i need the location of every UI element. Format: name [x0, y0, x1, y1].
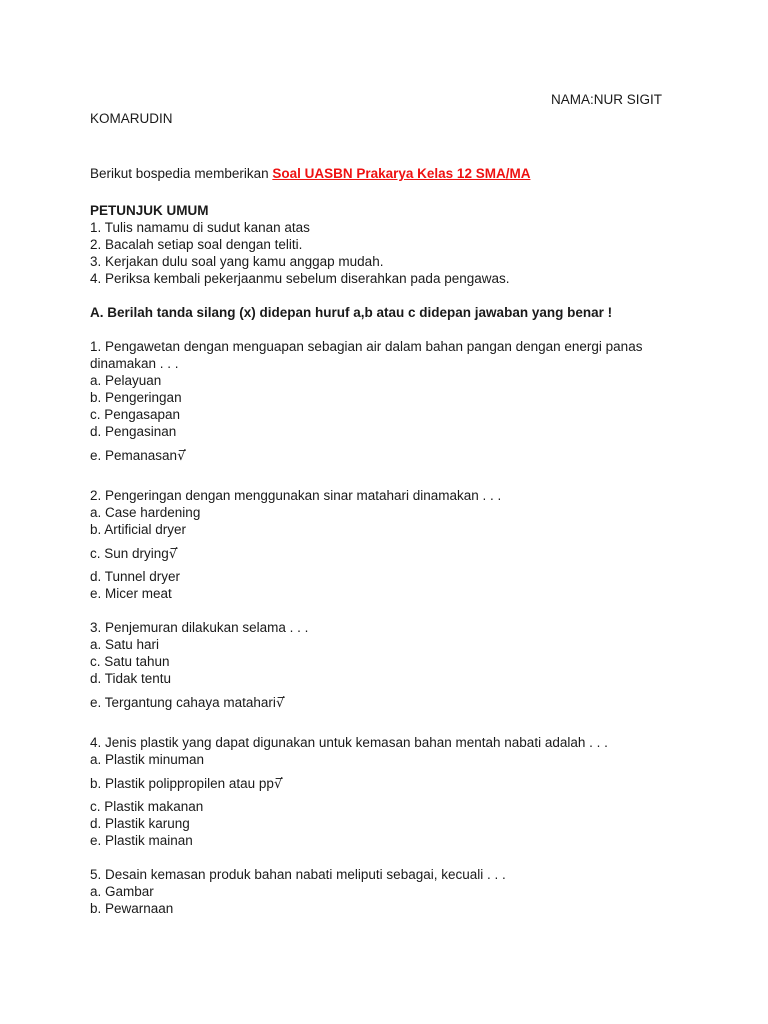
- answer-option[interactable]: [90, 751, 665, 768]
- question-block: [90, 338, 665, 487]
- question-block: [90, 734, 665, 866]
- question-block: [90, 619, 665, 734]
- answer-option-selected[interactable]: [90, 687, 665, 717]
- instruction-item: 1. Tulis namamu di sudut kanan atas: [90, 220, 310, 235]
- answer-option[interactable]: [90, 832, 665, 849]
- answer-option-label: e. Plastik mainan: [90, 833, 193, 848]
- answer-option-label: c. Pengasapan: [90, 407, 181, 422]
- questions-list: [90, 338, 665, 917]
- answer-option-label: d. Tunnel dryer: [90, 569, 181, 584]
- answer-option-label: b. Artificial dryer: [90, 522, 187, 537]
- answer-option[interactable]: [90, 521, 665, 538]
- instruction-item: 3. Kerjakan dulu soal yang kamu anggap mudah.: [90, 254, 384, 269]
- answer-option-label: d. Pengasinan: [90, 424, 177, 439]
- answer-option-selected[interactable]: [90, 538, 665, 568]
- document-body: [90, 165, 665, 917]
- answer-option-label: c. Satu tahun: [90, 654, 170, 669]
- checkmark-icon: √̅: [177, 448, 186, 464]
- student-name: NAMA:NUR SIGIT: [550, 92, 662, 107]
- answer-option-label: a. Case hardening: [90, 505, 201, 520]
- question-block: [90, 866, 665, 917]
- answer-option[interactable]: [90, 372, 665, 389]
- answer-option-label: e. Micer meat: [90, 586, 172, 601]
- answer-option[interactable]: [90, 568, 665, 585]
- answer-option[interactable]: [90, 585, 665, 602]
- instruction-item: 2. Bacalah setiap soal dengan teliti.: [90, 237, 303, 252]
- question-stem: 5. Desain kemasan produk bahan nabati meliputi sebagai, kecuali . . .: [90, 867, 506, 882]
- answer-option-label: d. Plastik karung: [90, 816, 190, 831]
- spacer: [90, 182, 665, 202]
- spacer: [90, 470, 665, 487]
- answer-option[interactable]: [90, 504, 665, 521]
- answer-option[interactable]: [90, 389, 665, 406]
- intro-paragraph: [90, 165, 665, 182]
- section-a-heading: A. Berilah tanda silang (x) didepan huruf a,b atau c didepan jawaban yang benar !: [90, 305, 613, 320]
- answer-option[interactable]: [90, 883, 665, 900]
- answer-option-label: e. Tergantung cahaya matahari: [90, 695, 276, 710]
- answer-option[interactable]: [90, 423, 665, 440]
- question-stem: 4. Jenis plastik yang dapat digunakan untuk kemasan bahan mentah nabati adalah . . .: [90, 735, 608, 750]
- answer-option[interactable]: [90, 798, 665, 815]
- spacer: [90, 602, 665, 619]
- answer-option[interactable]: [90, 900, 665, 917]
- document-title-link[interactable]: Soal UASBN Prakarya Kelas 12 SMA/MA: [272, 166, 531, 181]
- answer-option-selected[interactable]: [90, 440, 665, 470]
- spacer: [90, 717, 665, 734]
- question-stem: 3. Penjemuran dilakukan selama . . .: [90, 620, 309, 635]
- checkmark-icon: √̅: [275, 695, 285, 711]
- answer-option-label: b. Pengeringan: [90, 390, 182, 405]
- answer-option[interactable]: [90, 670, 665, 687]
- spacer: [90, 287, 665, 304]
- question-block: [90, 487, 665, 619]
- teacher-name: KOMARUDIN: [90, 111, 173, 126]
- answer-option-label: d. Tidak tentu: [90, 671, 172, 686]
- answer-option[interactable]: [90, 815, 665, 832]
- answer-option-label: e. Pemanasan: [90, 448, 178, 463]
- answer-option[interactable]: [90, 636, 665, 653]
- instructions-heading: PETUNJUK UMUM: [90, 203, 209, 218]
- question-stem: 1. Pengawetan dengan menguapan sebagian air dalam bahan pangan dengan energi panas dinamakan . . .: [90, 339, 643, 371]
- answer-option-label: a. Gambar: [90, 884, 154, 899]
- intro-lead-text: Berikut bospedia memberikan: [90, 166, 273, 181]
- question-stem: 2. Pengeringan dengan menggunakan sinar matahari dinamakan . . .: [90, 488, 502, 503]
- spacer: [90, 849, 665, 866]
- answer-option-label: a. Satu hari: [90, 637, 160, 652]
- answer-option-label: b. Plastik polippropilen atau pp: [90, 776, 274, 791]
- instruction-item: 4. Periksa kembali pekerjaanmu sebelum diserahkan pada pengawas.: [90, 271, 510, 286]
- answer-option-label: b. Pewarnaan: [90, 901, 174, 916]
- checkmark-icon: √̅: [273, 776, 283, 792]
- answer-option-label: c. Plastik makanan: [90, 799, 204, 814]
- checkmark-icon: √̅: [168, 546, 178, 562]
- instructions-list: [90, 219, 665, 287]
- answer-option[interactable]: [90, 653, 665, 670]
- answer-option-label: a. Pelayuan: [90, 373, 162, 388]
- answer-option-selected[interactable]: [90, 768, 665, 798]
- answer-option[interactable]: [90, 406, 665, 423]
- answer-option-label: a. Plastik minuman: [90, 752, 205, 767]
- answer-option-label: c. Sun drying: [90, 546, 169, 561]
- spacer: [90, 321, 665, 338]
